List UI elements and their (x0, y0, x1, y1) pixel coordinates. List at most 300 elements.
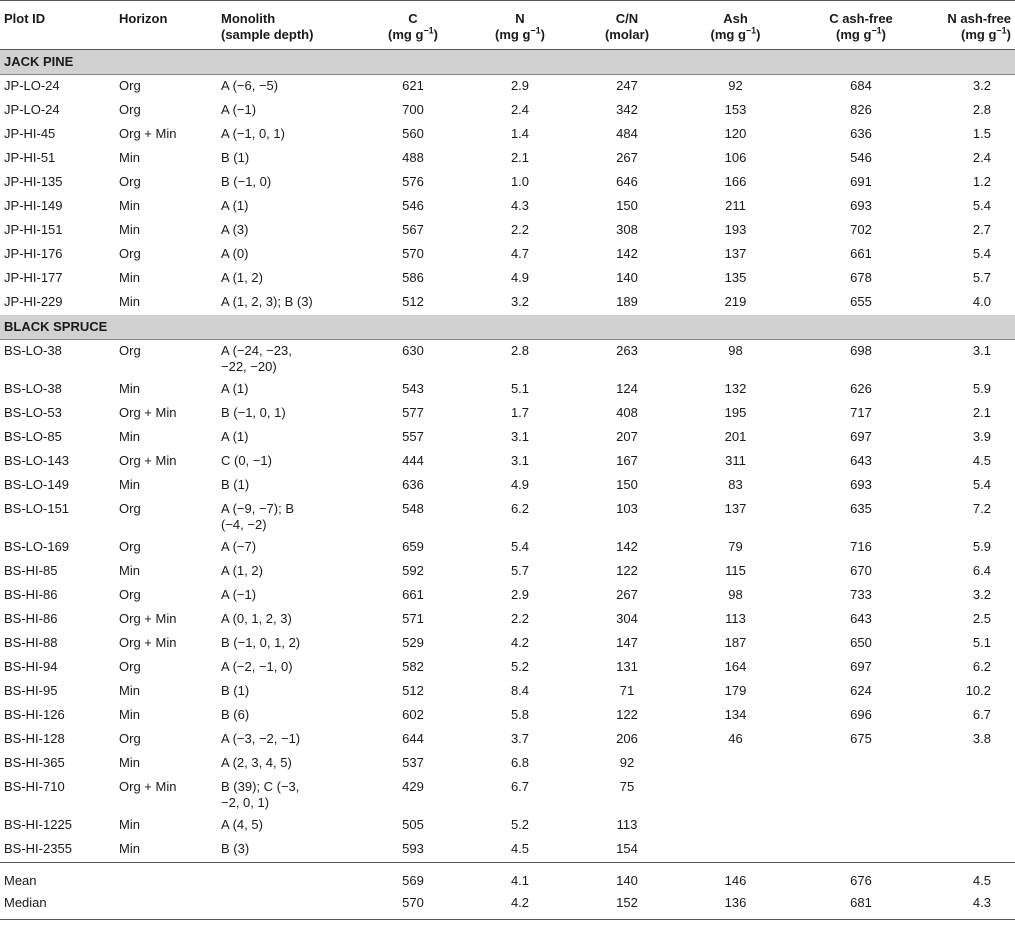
cell-ash (678, 838, 793, 863)
cell-c: 546 (402, 198, 424, 213)
cell-monolith: A (1) (221, 198, 249, 213)
cell-horizon: Org (119, 343, 141, 358)
cell-cn: 247 (616, 78, 638, 93)
cell-c-ash-free: 733 (850, 587, 872, 602)
cell-ash: 195 (724, 405, 747, 420)
unit-label: (mg $g^{-1}$) (710, 25, 761, 42)
table-header (0, 1, 1015, 50)
table-row (0, 560, 1015, 584)
cell-monolith: A (−1) (221, 102, 257, 117)
cell-plot-id: BS-HI-85 (4, 563, 58, 578)
cell-c: 570 (402, 246, 424, 261)
cell-cn: 140 (576, 863, 678, 893)
table-row (0, 776, 1015, 814)
header-n-ash-free: N ash-free (mg $g^{-1}$) (929, 1, 1015, 50)
cell-empty (115, 863, 217, 893)
cell-n: 2.9 (510, 78, 530, 93)
cell-c: 621 (402, 78, 424, 93)
cell-n-ash-free: 5.1 (972, 635, 991, 650)
cell-c-ash-free: 693 (850, 477, 872, 492)
cell-c-ash-free: 681 (793, 892, 929, 920)
cell-n: 2.2 (510, 222, 530, 237)
cell-plot-id: BS-LO-38 (4, 343, 62, 358)
cell-c: 567 (402, 222, 424, 237)
cell-c-ash-free (793, 814, 929, 838)
cell-c: 592 (402, 563, 424, 578)
cell-n-ash-free: 5.9 (972, 381, 991, 396)
group-header-row (0, 50, 1015, 75)
table-row (0, 656, 1015, 680)
cell-c: 537 (402, 755, 424, 770)
cell-horizon: Min (119, 381, 140, 396)
cell-n-ash-free: 2.5 (972, 611, 991, 626)
cell-cn: 342 (616, 102, 638, 117)
cell-c-ash-free: 626 (850, 381, 872, 396)
cell-monolith: A (−1, 0, 1) (221, 126, 285, 141)
cell-cn: 147 (616, 635, 638, 650)
cell-n: 4.5 (510, 841, 530, 856)
cell-n: 4.1 (464, 863, 576, 893)
cell-cn: 206 (616, 731, 638, 746)
cell-ash: 219 (724, 294, 747, 309)
cell-n-ash-free: 10.2 (965, 683, 991, 698)
cell-c-ash-free: 698 (850, 343, 872, 358)
cell-ash: 92 (728, 78, 743, 93)
cell-horizon: Org + Min (119, 453, 177, 468)
table-row (0, 147, 1015, 171)
cell-plot-id: BS-HI-128 (4, 731, 65, 746)
cell-monolith: A (−24, −23, −22, −20) (221, 343, 292, 374)
cell-plot-id: JP-HI-176 (4, 246, 63, 261)
cell-ash: 83 (728, 477, 743, 492)
cell-n-ash-free: 5.9 (972, 539, 991, 554)
cell-monolith: A (−3, −2, −1) (221, 731, 301, 746)
cell-c: 512 (402, 683, 424, 698)
cell-plot-id: BS-HI-710 (4, 779, 65, 794)
group-label: JACK PINE (0, 50, 1015, 75)
cell-cn: 131 (616, 659, 638, 674)
cell-c: 543 (402, 381, 424, 396)
cell-n: 5.1 (510, 381, 530, 396)
unit-label: (mg $g^{-1}$) (495, 25, 545, 42)
table-row (0, 195, 1015, 219)
table-row (0, 378, 1015, 402)
cell-n-ash-free: 7.2 (972, 501, 991, 516)
cell-cn: 646 (616, 174, 638, 189)
cell-ash: 311 (725, 453, 746, 468)
cell-ash: 137 (724, 501, 747, 516)
cell-c-ash-free: 670 (850, 563, 872, 578)
header-ash: Ash (mg $g^{-1}$) (678, 1, 793, 50)
cell-cn: 113 (616, 817, 638, 832)
table-row (0, 474, 1015, 498)
cell-n-ash-free: 5.4 (972, 477, 991, 492)
cell-n-ash-free: 2.1 (972, 405, 991, 420)
table-row (0, 291, 1015, 315)
cell-c-ash-free: 697 (850, 429, 872, 444)
cell-c: 444 (402, 453, 424, 468)
cell-monolith: B (−1, 0, 1, 2) (221, 635, 301, 650)
cell-cn: 142 (616, 539, 638, 554)
cell-n: 5.8 (510, 707, 530, 722)
cell-n-ash-free: 6.4 (972, 563, 991, 578)
cell-ash: 153 (724, 102, 747, 117)
cell-n-ash-free: 5.4 (972, 246, 991, 261)
cell-c-ash-free: 716 (850, 539, 872, 554)
cell-monolith: C (0, −1) (221, 453, 272, 468)
cell-horizon: Min (119, 198, 140, 213)
cell-n-ash-free (929, 814, 1015, 838)
cell-cn: 408 (616, 405, 638, 420)
summary-row (0, 863, 1015, 893)
cell-c: 505 (402, 817, 424, 832)
cell-monolith: B (6) (221, 707, 250, 722)
cell-n: 2.4 (510, 102, 530, 117)
cell-n-ash-free: 5.7 (972, 270, 991, 285)
header-c-ash-free: C ash-free (mg $g^{-1}$) (793, 1, 929, 50)
cell-plot-id: JP-HI-51 (4, 150, 56, 165)
cell-ash: 106 (724, 150, 747, 165)
cell-cn: 189 (616, 294, 638, 309)
cell-n-ash-free: 2.7 (972, 222, 991, 237)
cell-cn: 103 (616, 501, 638, 516)
cell-monolith: A (2, 3, 4, 5) (221, 755, 292, 770)
cell-c: 630 (402, 343, 424, 358)
cell-horizon: Min (119, 841, 140, 856)
cell-n-ash-free: 3.2 (972, 587, 991, 602)
summary-row (0, 892, 1015, 920)
cell-ash: 46 (728, 731, 743, 746)
cell-plot-id: JP-LO-24 (4, 102, 60, 117)
cell-n: 5.4 (510, 539, 530, 554)
cell-cn: 140 (616, 270, 638, 285)
cell-ash: 134 (724, 707, 747, 722)
cell-cn: 122 (616, 563, 638, 578)
cell-c: 659 (402, 539, 424, 554)
cell-horizon: Min (119, 817, 140, 832)
cell-c: 644 (402, 731, 424, 746)
cell-n: 5.7 (510, 563, 530, 578)
cell-plot-id: BS-LO-151 (4, 501, 70, 516)
cell-empty (217, 863, 362, 893)
cell-n: 1.0 (510, 174, 530, 189)
cell-c-ash-free: 635 (850, 501, 872, 516)
cell-ash: 115 (725, 563, 746, 578)
cell-c: 560 (402, 126, 424, 141)
cell-c-ash-free: 676 (793, 863, 929, 893)
cell-horizon: Org (119, 102, 141, 117)
cell-horizon: Org + Min (119, 635, 177, 650)
cell-ash: 120 (724, 126, 747, 141)
cell-monolith: A (−7) (221, 539, 257, 554)
cell-horizon: Min (119, 429, 140, 444)
cell-horizon: Min (119, 683, 140, 698)
cell-horizon: Min (119, 755, 140, 770)
cell-n-ash-free: 2.8 (972, 102, 991, 117)
cell-c-ash-free: 661 (850, 246, 872, 261)
cell-cn: 75 (619, 779, 635, 794)
cell-c: 582 (402, 659, 424, 674)
cell-ash: 137 (724, 246, 747, 261)
cell-n: 2.2 (510, 611, 530, 626)
table-row (0, 219, 1015, 243)
cell-plot-id: JP-LO-24 (4, 78, 60, 93)
summary-label: Mean (0, 863, 115, 893)
cell-ash (678, 776, 793, 814)
cell-c-ash-free: 643 (850, 453, 872, 468)
table-row (0, 402, 1015, 426)
cell-monolith: A (−1) (221, 587, 257, 602)
cell-n-ash-free: 4.5 (972, 453, 991, 468)
cell-ash: 98 (728, 343, 743, 358)
cell-c-ash-free: 826 (850, 102, 872, 117)
cell-cn: 150 (616, 198, 638, 213)
cell-c-ash-free: 643 (850, 611, 872, 626)
table-row (0, 704, 1015, 728)
cell-empty (217, 892, 362, 920)
cell-ash: 79 (728, 539, 743, 554)
header-c: C (mg $g^{-1}$) (362, 1, 464, 50)
cell-ash: 113 (725, 611, 746, 626)
table-row (0, 814, 1015, 838)
cell-horizon: Org (119, 501, 141, 516)
cell-cn: 267 (616, 587, 638, 602)
cell-monolith: A (1, 2) (221, 563, 263, 578)
cell-c: 576 (402, 174, 424, 189)
cell-c-ash-free: 697 (850, 659, 872, 674)
cell-horizon: Min (119, 477, 140, 492)
cell-c-ash-free: 655 (850, 294, 872, 309)
table-row (0, 536, 1015, 560)
table-row (0, 838, 1015, 863)
cell-c: 548 (402, 501, 424, 516)
table-row (0, 171, 1015, 195)
table-body (0, 50, 1015, 863)
cell-n-ash-free: 6.7 (972, 707, 991, 722)
cell-cn: 152 (576, 892, 678, 920)
cell-monolith: B (−1, 0) (221, 174, 272, 189)
cell-horizon: Org (119, 246, 141, 261)
table-row (0, 632, 1015, 656)
table-row (0, 243, 1015, 267)
cell-n: 5.2 (510, 817, 530, 832)
cell-monolith: A (1, 2) (221, 270, 263, 285)
cell-plot-id: JP-HI-149 (4, 198, 63, 213)
cell-plot-id: BS-LO-85 (4, 429, 62, 444)
cell-ash (678, 814, 793, 838)
cell-plot-id: JP-HI-177 (4, 270, 63, 285)
table-row (0, 728, 1015, 752)
cell-c-ash-free: 650 (850, 635, 872, 650)
table-row (0, 584, 1015, 608)
cell-cn: 124 (616, 381, 638, 396)
header-horizon: Horizon (115, 1, 217, 50)
table-row (0, 450, 1015, 474)
cell-c: 488 (402, 150, 424, 165)
cell-n: 2.1 (510, 150, 530, 165)
table-row (0, 426, 1015, 450)
cell-n: 4.7 (510, 246, 530, 261)
cell-horizon: Org (119, 174, 141, 189)
cell-n-ash-free: 3.9 (972, 429, 991, 444)
table-row (0, 340, 1015, 379)
cell-monolith: A (−6, −5) (221, 78, 279, 93)
header-plot-id: Plot ID (0, 1, 115, 50)
cell-c-ash-free: 702 (850, 222, 872, 237)
cell-ash: 187 (724, 635, 747, 650)
cell-n-ash-free: 4.0 (972, 294, 991, 309)
cell-c-ash-free: 636 (850, 126, 872, 141)
cell-c: 529 (402, 635, 424, 650)
cell-cn: 267 (616, 150, 638, 165)
cell-ash: 164 (724, 659, 747, 674)
cell-n-ash-free (929, 752, 1015, 776)
cell-monolith: A (1, 2, 3); B (3) (221, 294, 313, 309)
cell-ash: 135 (724, 270, 747, 285)
cell-cn: 154 (616, 841, 638, 856)
cell-n: 1.4 (510, 126, 530, 141)
cell-cn: 207 (616, 429, 638, 444)
cell-monolith: A (−9, −7); B (−4, −2) (221, 501, 294, 532)
cell-ash: 98 (728, 587, 743, 602)
cell-monolith: A (0, 1, 2, 3) (221, 611, 292, 626)
cell-n-ash-free: 3.2 (972, 78, 991, 93)
cell-c: 577 (402, 405, 424, 420)
cell-monolith: A (1) (221, 381, 249, 396)
unit-label: (mg $g^{-1}$) (836, 25, 886, 42)
cell-n: 4.9 (510, 270, 530, 285)
table-row (0, 123, 1015, 147)
cell-plot-id: BS-LO-38 (4, 381, 62, 396)
table-row (0, 99, 1015, 123)
cell-n: 6.8 (510, 755, 530, 770)
cell-horizon: Org + Min (119, 611, 177, 626)
cell-n: 2.9 (510, 587, 530, 602)
cell-cn: 304 (616, 611, 638, 626)
cell-plot-id: BS-HI-86 (4, 587, 58, 602)
cell-n-ash-free: 2.4 (972, 150, 991, 165)
cell-plot-id: JP-HI-229 (4, 294, 63, 309)
table-row (0, 75, 1015, 100)
cell-monolith: A (0) (221, 246, 249, 261)
cell-ash: 201 (724, 429, 747, 444)
header-cn: C/N (molar) (576, 1, 678, 50)
cell-horizon: Org (119, 78, 141, 93)
table-row (0, 267, 1015, 291)
cell-c-ash-free: 624 (850, 683, 872, 698)
cell-ash: 136 (678, 892, 793, 920)
cell-c-ash-free: 717 (850, 405, 872, 420)
cell-cn: 263 (616, 343, 638, 358)
cell-cn: 142 (616, 246, 638, 261)
cell-monolith: A (1) (221, 429, 249, 444)
cell-c: 700 (402, 102, 424, 117)
cell-n: 6.7 (510, 779, 530, 794)
cell-ash: 132 (724, 381, 747, 396)
cell-n-ash-free: 3.8 (972, 731, 991, 746)
cell-cn: 122 (616, 707, 638, 722)
cell-horizon: Min (119, 150, 140, 165)
cell-c: 512 (402, 294, 424, 309)
cell-horizon: Org (119, 659, 141, 674)
cell-c-ash-free (793, 838, 929, 863)
cell-monolith: B (39); C (−3, −2, 0, 1) (221, 779, 300, 810)
cell-cn: 484 (616, 126, 638, 141)
cell-plot-id: BS-HI-2355 (4, 841, 72, 856)
cell-n: 2.8 (510, 343, 530, 358)
cell-c: 429 (402, 779, 424, 794)
cell-n: 1.7 (510, 405, 530, 420)
summary-section (0, 863, 1015, 920)
summary-label: Median (0, 892, 115, 920)
cell-monolith: B (−1, 0, 1) (221, 405, 286, 420)
cell-c: 586 (402, 270, 424, 285)
cell-ash: 146 (678, 863, 793, 893)
cell-c-ash-free (793, 752, 929, 776)
cell-c: 661 (402, 587, 424, 602)
cell-n: 4.9 (510, 477, 530, 492)
cell-horizon: Org (119, 539, 141, 554)
cell-horizon: Min (119, 270, 140, 285)
cell-n: 8.4 (510, 683, 530, 698)
cell-n: 3.7 (510, 731, 530, 746)
cell-monolith: A (3) (221, 222, 249, 237)
cell-horizon: Org (119, 731, 141, 746)
cell-n: 5.2 (510, 659, 530, 674)
cell-n-ash-free: 4.5 (929, 863, 1015, 893)
cell-n: 3.2 (510, 294, 530, 309)
cell-n-ash-free (929, 776, 1015, 814)
cell-ash: 211 (725, 198, 746, 213)
cell-ash: 166 (724, 174, 747, 189)
cell-plot-id: BS-HI-86 (4, 611, 58, 626)
cell-plot-id: JP-HI-135 (4, 174, 63, 189)
cell-empty (115, 892, 217, 920)
cell-plot-id: BS-LO-143 (4, 453, 70, 468)
cell-n-ash-free: 1.5 (972, 126, 991, 141)
cell-monolith: B (1) (221, 150, 250, 165)
cell-n-ash-free: 1.2 (972, 174, 991, 189)
cell-n: 6.2 (510, 501, 530, 516)
cell-cn: 150 (616, 477, 638, 492)
cell-plot-id: BS-HI-95 (4, 683, 58, 698)
cell-ash (678, 752, 793, 776)
cell-n: 4.2 (510, 635, 530, 650)
cell-ash: 193 (724, 222, 747, 237)
unit-label: (mg $g^{-1}$) (388, 25, 438, 42)
cell-c: 571 (402, 611, 424, 626)
cell-plot-id: BS-HI-365 (4, 755, 65, 770)
cell-c-ash-free: 693 (850, 198, 872, 213)
cell-horizon: Org + Min (119, 779, 177, 794)
group-header-row (0, 315, 1015, 340)
cell-n: 3.1 (510, 429, 530, 444)
cell-plot-id: JP-HI-45 (4, 126, 56, 141)
cell-c-ash-free: 546 (850, 150, 872, 165)
cell-n-ash-free: 3.1 (972, 343, 991, 358)
cell-c: 569 (362, 863, 464, 893)
unit-label: (mg $g^{-1}$) (961, 25, 1011, 42)
cell-plot-id: BS-HI-88 (4, 635, 58, 650)
cell-horizon: Org + Min (119, 126, 177, 141)
table-row (0, 680, 1015, 704)
cell-c-ash-free: 696 (850, 707, 872, 722)
cell-horizon: Org + Min (119, 405, 177, 420)
cell-monolith: B (3) (221, 841, 250, 856)
cell-plot-id: BS-LO-149 (4, 477, 70, 492)
table-row (0, 752, 1015, 776)
cell-c-ash-free (793, 776, 929, 814)
